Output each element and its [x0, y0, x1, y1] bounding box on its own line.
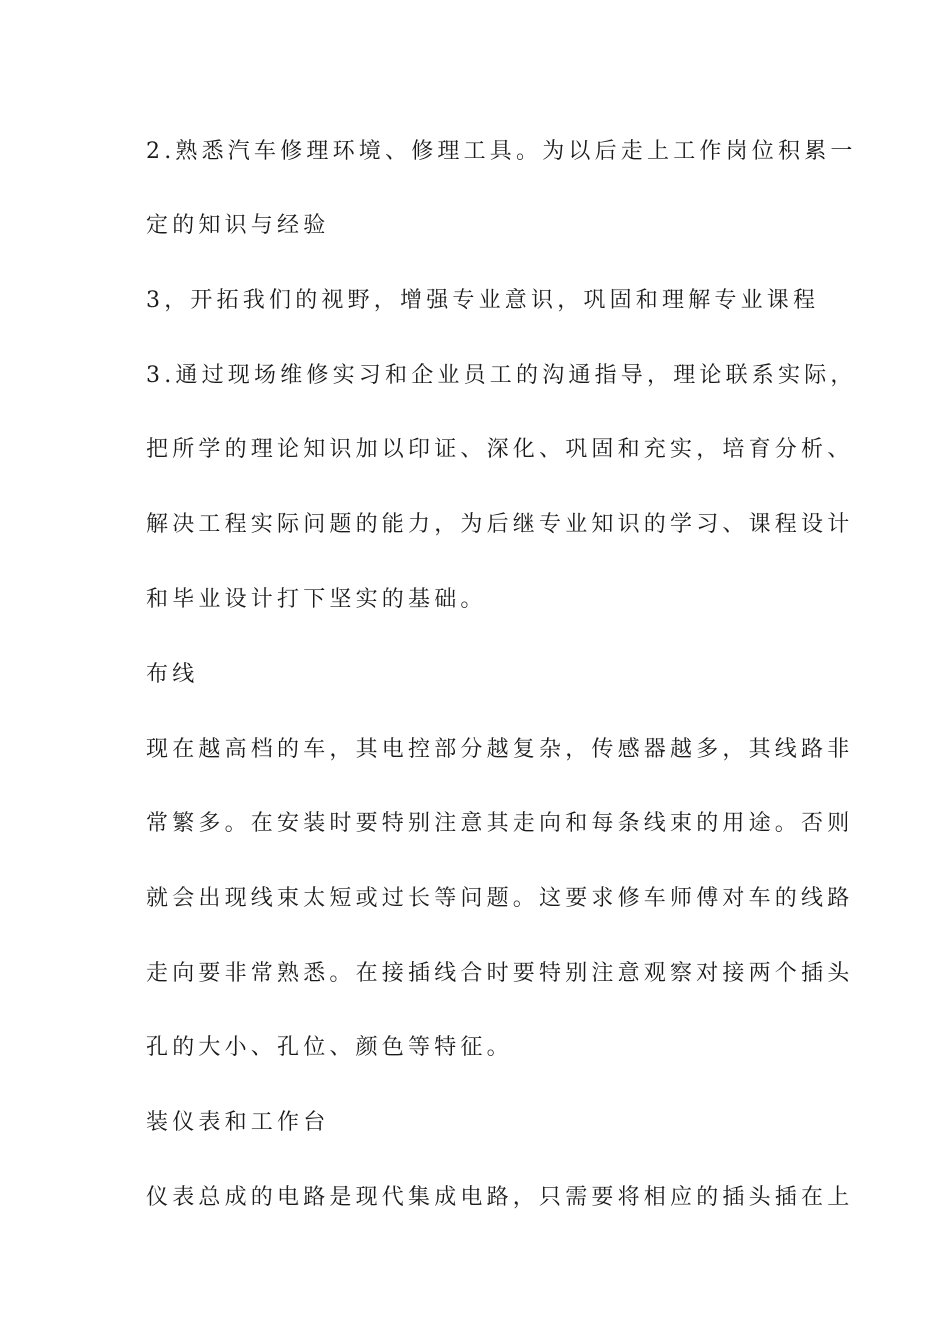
paragraph-line: 常繁多。在安装时要特别注意其走向和每条线束的用途。否则 [146, 811, 854, 836]
paragraph-line: 就会出现线束太短或过长等问题。这要求修车师傅对车的线路 [146, 886, 854, 911]
paragraph-line: 把所学的理论知识加以印证、深化、巩固和充实，培育分析、 [146, 437, 854, 462]
paragraph-line: 3，开拓我们的视野，增强专业意识，巩固和理解专业课程 [146, 288, 820, 313]
paragraph-line: 2.熟悉汽车修理环境、修理工具。为以后走上工作岗位积累一 [146, 139, 857, 164]
paragraph-line: 现在越高档的车，其电控部分越复杂，传感器越多，其线路非 [146, 737, 854, 762]
paragraph-line: 和毕业设计打下坚实的基础。 [146, 587, 487, 612]
paragraph-line: 定的知识与经验 [146, 213, 330, 238]
paragraph-line: 解决工程实际问题的能力，为后继专业知识的学习、课程设计 [146, 512, 854, 537]
paragraph-line: 走向要非常熟悉。在接插线合时要特别注意观察对接两个插头 [146, 961, 854, 986]
paragraph-line: 3.通过现场维修实习和企业员工的沟通指导，理论联系实际， [146, 363, 857, 388]
paragraph-line: 仪表总成的电路是现代集成电路，只需要将相应的插头插在上 [146, 1185, 854, 1210]
paragraph-line: 孔的大小、孔位、颜色等特征。 [146, 1035, 513, 1060]
section-heading-instrument-panel: 装仪表和工作台 [146, 1110, 330, 1135]
section-heading-wiring: 布线 [146, 662, 199, 687]
